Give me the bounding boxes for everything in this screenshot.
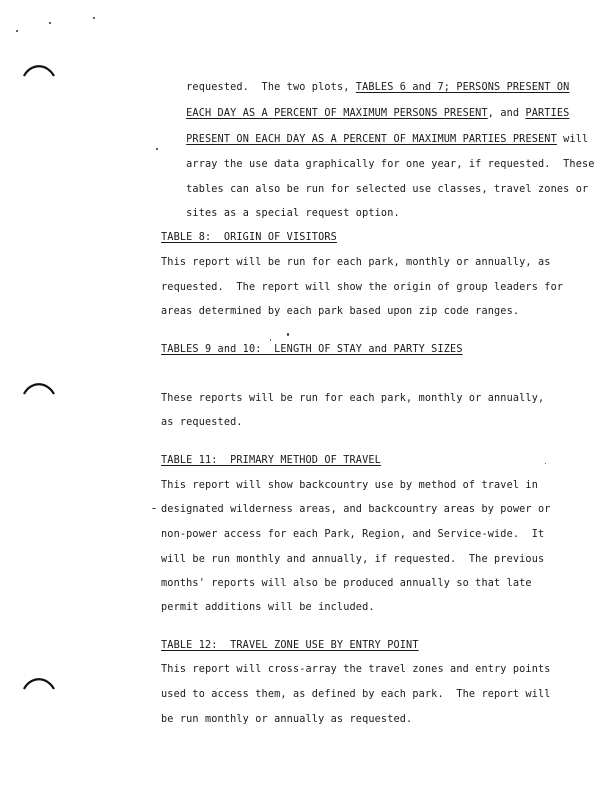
table12-line-1: This report will cross-array the travel zones and entry points [161, 664, 551, 675]
scan-speck [93, 17, 95, 19]
table12-heading: TABLE 12: TRAVEL ZONE USE BY ENTRY POINT [161, 640, 419, 651]
table8-heading: TABLE 8: ORIGIN OF VISITORS [161, 232, 337, 243]
para1-line-6 [161, 193, 400, 235]
table8-line-2: requested. The report will show the origin of group leaders for [161, 282, 564, 293]
binder-hole-mark-top [22, 60, 56, 82]
text-run: tables can also be run for selected use classes, travel zones or [186, 184, 589, 195]
text-run: requested. The two plots, [186, 82, 356, 93]
text-run: , and [487, 108, 526, 119]
binder-hole-mark-middle [22, 378, 56, 400]
table12-line-3: be run monthly or annually as requested. [161, 714, 413, 725]
table8-line-3: areas determined by each park based upon zip code ranges. [161, 306, 520, 317]
scan-speck [545, 463, 546, 464]
scan-speck [16, 30, 18, 32]
table8-line-1: This report will be run for each park, monthly or annually, as [161, 257, 551, 268]
table12-line-2: used to access them, as defined by each park. The report will [161, 689, 551, 700]
scan-speck [270, 339, 271, 341]
text-run: will [556, 134, 589, 145]
scan-speck [156, 148, 158, 150]
table9-10-line-1: These reports will be run for each park, monthly or annually, [161, 393, 545, 404]
text-run: array the use data graphically for one year, if requested. These [186, 159, 595, 170]
table11-line-2: designated wilderness areas, and backcountry areas by power or [161, 504, 551, 515]
table11-line-5: months' reports will also be produced annually so that late [161, 578, 532, 589]
underlined-text-run: TABLES 6 and 7; PERSONS PRESENT ON [355, 82, 570, 93]
text-run: sites as a special request option. [186, 208, 400, 219]
scan-speck [287, 333, 289, 336]
scan-speck [49, 22, 51, 24]
underlined-text-run: PARTIES [525, 108, 570, 119]
table11-line-6: permit additions will be included. [161, 602, 375, 613]
table9-10-heading: TABLES 9 and 10: LENGTH OF STAY and PARTY SIZES [161, 344, 463, 355]
scan-speck [152, 508, 156, 509]
table11-line-3: non-power access for each Park, Region, and Service-wide. It [161, 529, 545, 540]
table9-10-line-2: as requested. [161, 417, 243, 428]
table11-line-4: will be run monthly and annually, if requested. The previous [161, 554, 545, 565]
binder-hole-mark-bottom [22, 673, 56, 695]
table11-line-1: This report will show backcountry use by method of travel in [161, 480, 539, 491]
table11-heading: TABLE 11: PRIMARY METHOD OF TRAVEL [161, 455, 381, 466]
underlined-text-run: PRESENT ON EACH DAY AS A PERCENT OF MAXIMUM PARTIES PRESENT [186, 134, 557, 145]
underlined-text-run: EACH DAY AS A PERCENT OF MAXIMUM PERSONS PRESENT [186, 108, 488, 119]
